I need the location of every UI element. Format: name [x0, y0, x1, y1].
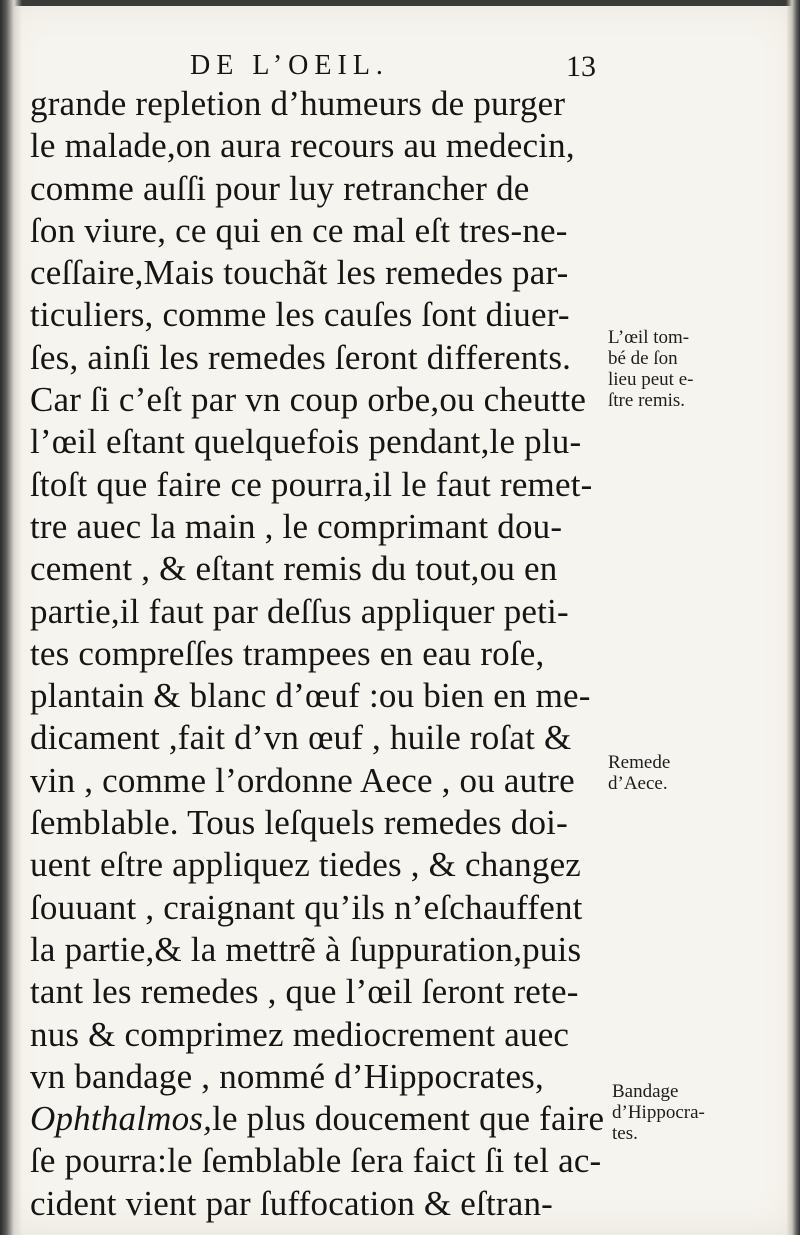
text-line: vin , comme l’ordonne Aece , ou autre	[30, 760, 575, 800]
text-line-ophthalmos	[30, 1098, 605, 1140]
text-line: partie,il faut par deſſus appliquer peti-	[30, 591, 569, 631]
running-head: DE L’OEIL.	[190, 50, 389, 81]
text-line: ſemblable. Tous leſquels remedes doi-	[30, 803, 568, 843]
text-line: ſe pourra:le ſemblable ſera faict ſi tel ac-	[30, 1141, 602, 1181]
text-line: dicament ,fait d’vn œuf , huile roſat &	[30, 718, 572, 758]
margin-note-line: tes.	[612, 1123, 638, 1144]
margin-note-bandage	[612, 1081, 705, 1144]
text-line: ſtoſt que faire ce pourra,il le faut remet-	[30, 464, 593, 504]
italic-term: Ophthalmos,	[30, 1099, 213, 1139]
page-right-edge	[786, 0, 800, 1235]
text-line: ſon viure, ce qui en ce mal eſt tres-ne-	[30, 210, 568, 250]
text-line: le malade,on aura recours au medecin,	[30, 126, 575, 166]
page-number: 13	[566, 50, 596, 83]
text-line: l’œil eſtant quelquefois pendant,le plu-	[30, 422, 582, 462]
text-line: vn bandage , nommé d’Hippocrates,	[30, 1056, 544, 1096]
text-line: comme auſſi pour luy retrancher de	[30, 168, 530, 208]
margin-note-eye-fallen	[608, 327, 693, 411]
text-line: la partie,& la mettrẽ à ſuppuration,puis	[30, 929, 582, 969]
text-line: plantain & blanc d’œuf :ou bien en me-	[30, 676, 591, 716]
text-line: ſouuant , craignant qu’ils n’eſchauffent	[30, 887, 583, 927]
margin-note-line: L’œil tom-	[608, 327, 690, 348]
margin-note-line: Bandage	[612, 1081, 679, 1102]
body-text	[30, 83, 605, 1225]
page-gutter-shadow	[0, 0, 22, 1235]
margin-note-line: ſtre remis.	[608, 390, 686, 411]
text-line-rest: le plus doucement que faire	[212, 1099, 605, 1139]
page-top-edge	[0, 0, 800, 6]
text-line: Car ſi c’eſt par vn coup orbe,ou cheutte	[30, 380, 587, 420]
margin-note-line: d’Hippocra-	[612, 1102, 705, 1123]
text-line: ceſſaire,Mais touchãt les remedes par-	[30, 253, 569, 293]
margin-note-line: lieu peut e-	[608, 369, 694, 390]
text-line: uent eſtre appliquez tiedes , & changez	[30, 845, 582, 885]
text-line: tant les remedes , que l’œil ſeront rete-	[30, 972, 579, 1012]
text-line: ticuliers, comme les cauſes ſont diuer-	[30, 295, 570, 335]
text-line: tre auec la main , le comprimant dou-	[30, 506, 563, 546]
text-line: ſes, ainſi les remedes ſeront differents.	[30, 337, 572, 377]
margin-note-aece	[608, 752, 670, 794]
text-line: grande repletion d’humeurs de purger	[30, 84, 566, 123]
page-header	[30, 50, 600, 84]
text-line: nus & comprimez mediocrement auec	[30, 1014, 570, 1054]
text-line: cement , & eſtant remis du tout,ou en	[30, 549, 558, 589]
text-line: cident vient par ſuffocation & eſtran-	[30, 1183, 554, 1223]
margin-note-line: Remede	[608, 752, 671, 773]
margin-note-line: bé de ſon	[608, 348, 678, 369]
margin-note-line: d’Aece.	[608, 773, 668, 794]
text-line: tes compreſſes trampees en eau roſe,	[30, 633, 545, 673]
